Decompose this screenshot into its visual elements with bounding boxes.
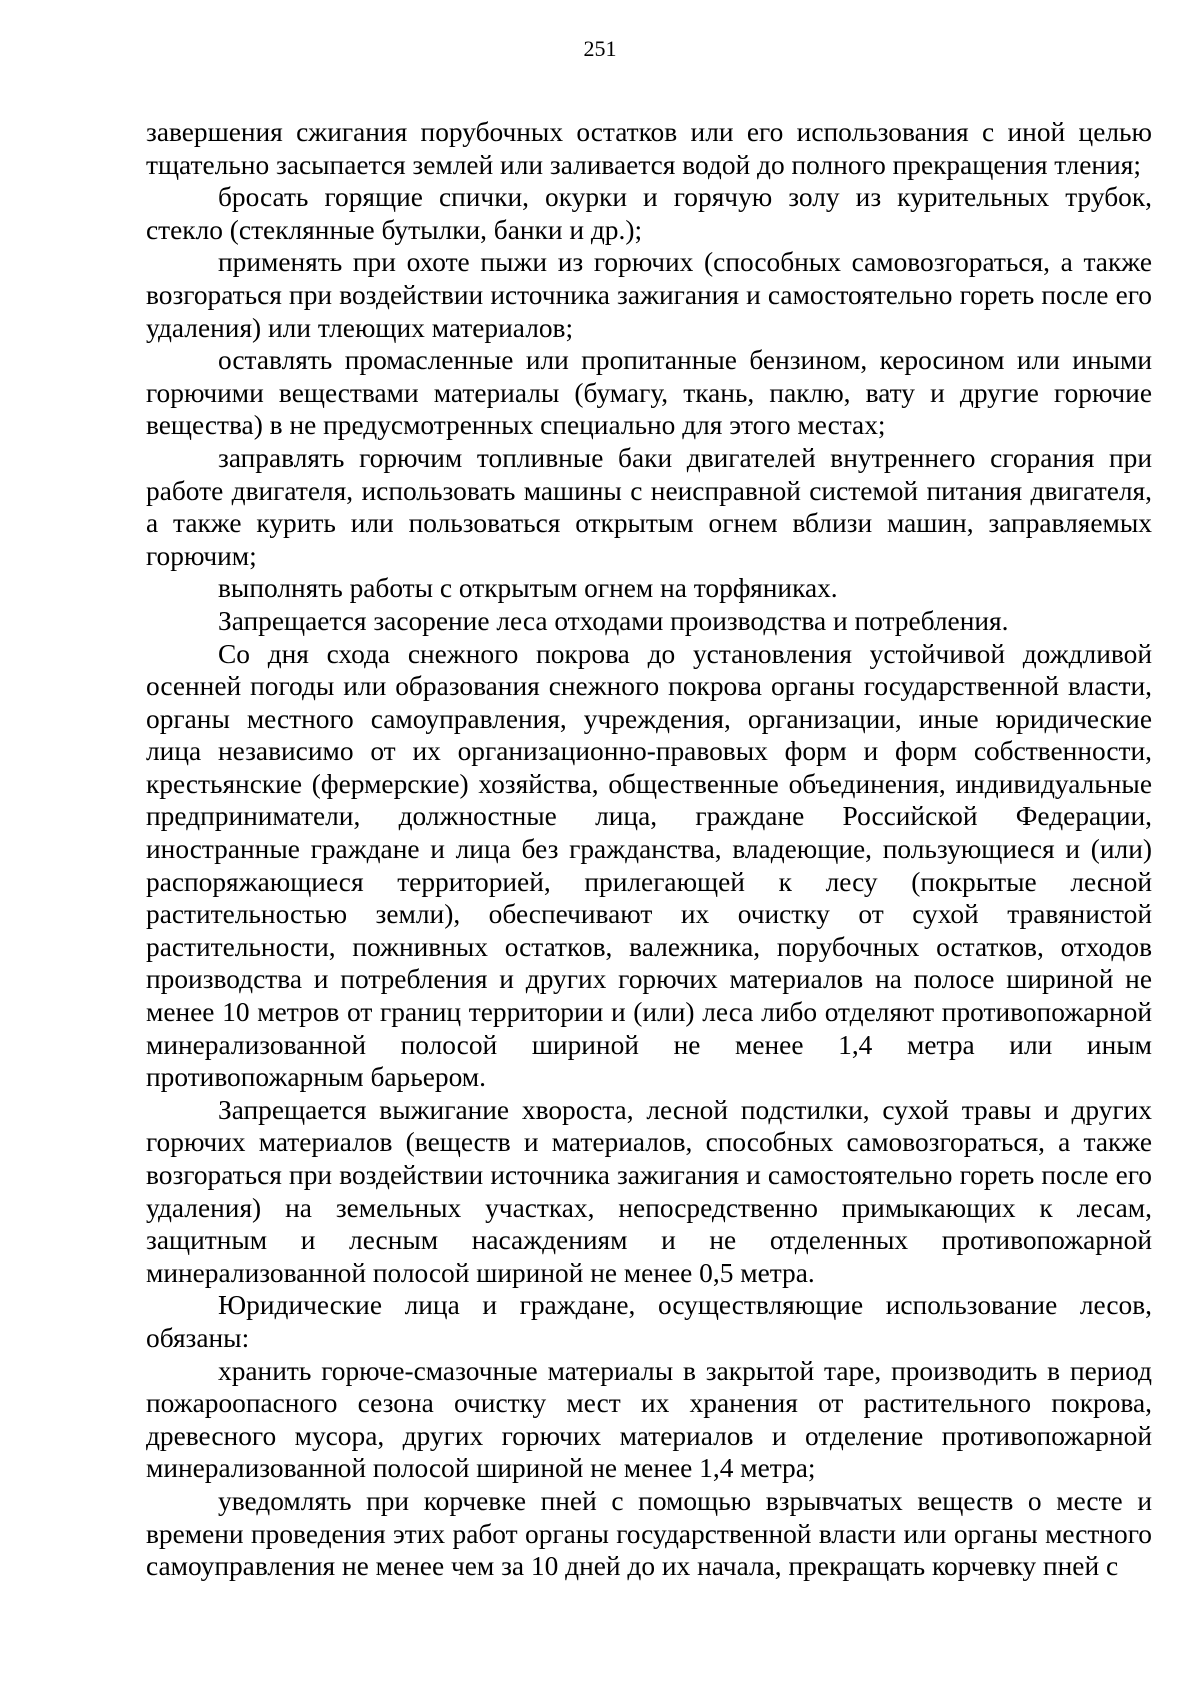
body-text <box>146 116 1152 1583</box>
paragraph-5: заправлять горючим топливные баки двигателей внутреннего сгорания при работе двигателя, использовать машины с неисправной системой питания двигателя, а также курить или пользоваться открытым огнем вблизи машин, заправляемых горючим; <box>146 442 1152 571</box>
paragraph-10: Юридические лица и граждане, осуществляющие использование лесов, обязаны: <box>146 1290 1152 1353</box>
page-number: 251 <box>583 36 617 61</box>
paragraph-12: уведомлять при корчевке пней с помощью взрывчатых веществ о месте и времени проведения этих работ органы государственной власти или органы местного самоуправления не менее чем за 10 дней до их начала, прекращать корчевку пней с <box>146 1485 1152 1582</box>
paragraph-6: выполнять работы с открытым огнем на торфяниках. <box>218 573 838 604</box>
paragraph-2: бросать горящие спички, окурки и горячую золу из курительных трубок, стекло (стеклянные бутылки, банки и др.); <box>146 182 1152 245</box>
paragraph-8: Со дня схода снежного покрова до установления устойчивой дождливой осенней погоды или образования снежного покрова органы государственной власти, органы местного самоуправления, учреждения, организации, иные юридические лица независимо от их организационно-правовых форм и форм собственности, крестьянские (фермерские) хозяйства, общественные объединения, индивидуальные предприниматели, должностные лица, граждане Российской Федерации, иностранные граждане и лица без гражданства, владеющие, пользующиеся и (или) распоряжающиеся территорией, прилегающей к лесу (покрытые лесной растительностью земли), обеспечивают их очистку от сухой травянистой растительности, пожнивных остатков, валежника, порубочных остатков, отходов производства и потребления и других горючих материалов на полосе шириной не менее 10 метров от границ территории и (или) леса либо отделяют противопожарной минерализованной полосой шириной не менее 1,4 метра или иным противопожарным барьером. <box>146 638 1152 1093</box>
paragraph-11: хранить горюче-смазочные материалы в закрытой таре, производить в период пожароопасного сезона очистку мест их хранения от растительного покрова, древесного мусора, других горючих материалов и отделение противопожарной минерализованной полосой шириной не менее 1,4 метра; <box>146 1355 1152 1484</box>
paragraph-4: оставлять промасленные или пропитанные бензином, керосином или иными горючими веществами материалы (бумагу, ткань, паклю, вату и другие горючие вещества) в не предусмотренных специально для этого местах; <box>146 345 1152 441</box>
paragraph-3: применять при охоте пыжи из горючих (способных самовозгораться, а также возгораться при воздействии источника зажигания и самостоятельно гореть после его удаления) или тлеющих материалов; <box>146 247 1152 343</box>
paragraph-9: Запрещается выжигание хвороста, лесной подстилки, сухой травы и других горючих материалов (веществ и материалов, способных самовозгораться, а также возгораться при воздействии источника зажигания и самостоятельно гореть после его удаления) на земельных участках, непосредственно примыкающих к лесам, защитным и лесным насаждениям и не отделенных противопожарной минерализованной полосой шириной не менее 0,5 метра. <box>146 1094 1152 1288</box>
paragraph-1: завершения сжигания порубочных остатков или его использования с иной целью тщательно засыпается землей или заливается водой до полного прекращения тления; <box>146 117 1152 180</box>
paragraph-7: Запрещается засорение леса отходами производства и потребления. <box>218 605 1009 636</box>
